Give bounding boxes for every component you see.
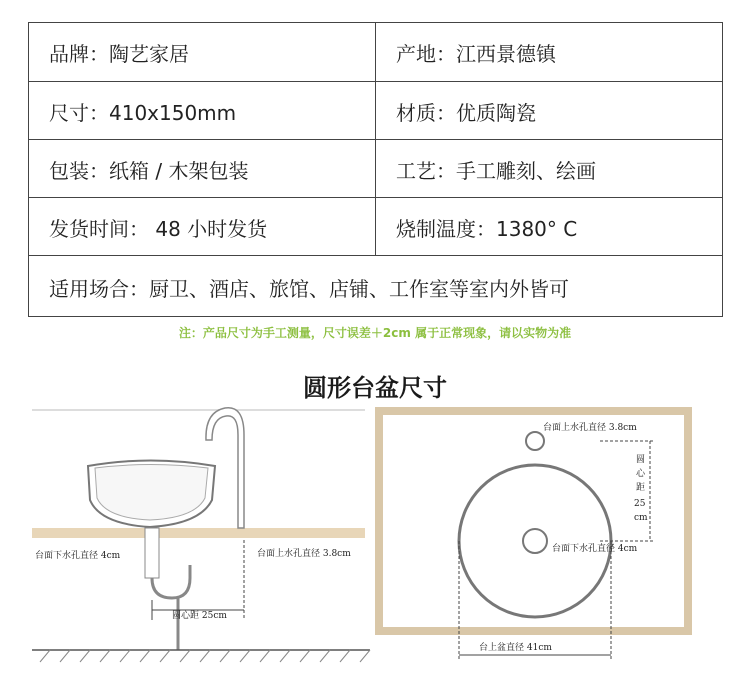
faucet-hole (526, 432, 544, 450)
basin-inner (95, 465, 208, 521)
section-title: 圆形台盆尺寸 (303, 374, 447, 402)
char: 心 (636, 469, 646, 479)
spec-material: 材质：优质陶瓷 (375, 82, 722, 140)
spec-firing-temp: 烧制温度：1380° C (375, 198, 722, 256)
spec-origin: 产地：江西景德镇 (375, 23, 722, 81)
spec-shipping: 发货时间： 48 小时发货 (49, 216, 268, 241)
top-lower-hole-label: 台面下水孔直径 4cm (552, 544, 638, 554)
measurement-note: 注：产品尺寸为手工测量，尺寸误差＋2cm 属于正常现象，请以实物为准 (178, 326, 572, 340)
drain-hole (523, 529, 547, 553)
char: cm (634, 513, 648, 523)
spec-size: 尺寸：410x150mm (49, 100, 237, 125)
spec-craft: 工艺：手工雕刻、绘画 (375, 140, 722, 198)
side-lower-hole-label: 台面下水孔直径 4cm (35, 551, 121, 561)
countertop (32, 528, 365, 538)
spec-brand: 品牌：陶艺家居 (49, 41, 189, 66)
top-upper-hole-label: 台面上水孔直径 3.8cm (543, 423, 637, 433)
side-center-distance-label: 圆心距 25cm (172, 611, 227, 621)
drain-pipe (145, 528, 159, 578)
char: 圆 (636, 455, 646, 465)
side-view-diagram (32, 408, 370, 662)
char: 距 (636, 483, 646, 493)
spec-usage: 适用场合：厨卫、酒店、旅馆、店铺、工作室等室内外皆可 (49, 276, 569, 301)
top-view-diagram (379, 411, 688, 660)
side-upper-hole-label: 台面上水孔直径 3.8cm (257, 549, 351, 559)
spec-packaging: 包装：纸箱 / 木架包装 (49, 158, 249, 183)
floor-hatch (40, 650, 370, 662)
basin-diameter-label: 台上盆直径 41cm (479, 643, 552, 653)
center-distance-vertical-label (634, 454, 648, 523)
char: 25 (634, 499, 646, 509)
